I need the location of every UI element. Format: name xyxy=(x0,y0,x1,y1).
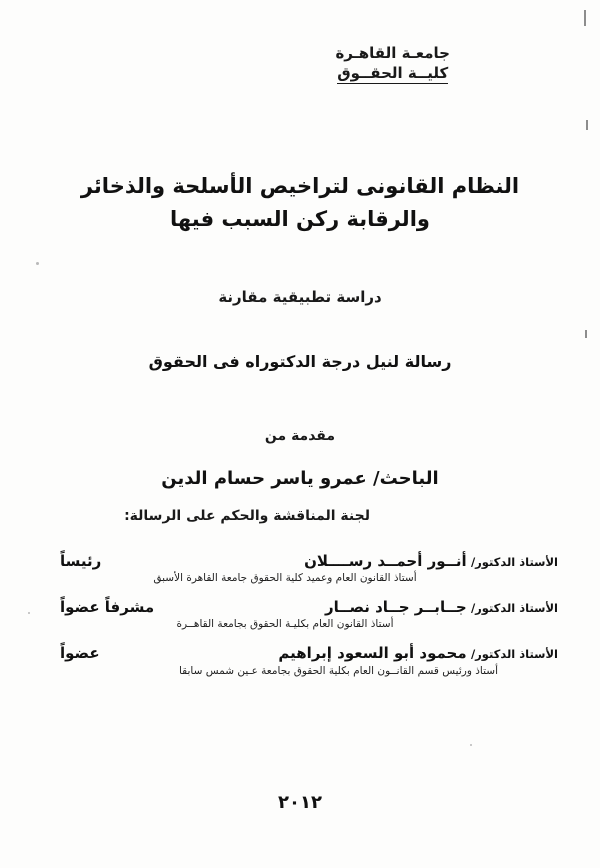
committee-heading: لجنة المناقشة والحكم على الرسالة: xyxy=(124,508,370,524)
committee-member xyxy=(42,644,558,680)
committee-member-role: رئيساً xyxy=(60,552,102,570)
committee-member-affiliation: أستاذ القانون العام وعميد كلية الحقوق جامعة القاهرة الأسبق xyxy=(153,572,417,584)
committee-member xyxy=(42,598,558,630)
university-name: جامعـة القاهـرة xyxy=(335,44,450,62)
scan-speck xyxy=(28,612,30,614)
committee-member-affiliation: أستاذ القانون العام بكليـة الحقوق بجامعة القاهــرة xyxy=(176,618,394,630)
committee-member-name: أنــور أحمــد رســــلان xyxy=(304,552,467,570)
scan-speck xyxy=(36,262,39,265)
committee-member-prefix: الأستاذ الدكتور/ xyxy=(470,601,558,615)
committee-member-prefix: الأستاذ الدكتور/ xyxy=(470,647,558,661)
scan-edge-mark xyxy=(584,10,586,26)
committee-member-name: محمود أبو السعود إبراهيم xyxy=(278,644,467,662)
presented-by-label: مقدمة من xyxy=(264,428,336,444)
thesis-title-line-1: النظام القانونى لتراخيص الأسلحة والذخائر xyxy=(80,174,520,198)
publication-year: ٢٠١٢ xyxy=(278,792,322,813)
thesis-title xyxy=(0,170,600,235)
degree-statement: رسالة لنيل درجة الدكتوراه فى الحقوق xyxy=(148,352,452,371)
committee-member-name: جــابــر جــاد نصــار xyxy=(324,598,467,616)
thesis-title-line-2: والرقابة ركن السبب فيها xyxy=(170,206,430,231)
thesis-subtitle: دراسة تطبيقية مقارنة xyxy=(218,288,382,306)
faculty-name: كليــة الحقــوق xyxy=(337,64,449,82)
researcher-name: الباحث/ عمرو ياسر حسام الدين xyxy=(161,468,439,489)
committee-member xyxy=(42,552,558,584)
committee-member-prefix: الأستاذ الدكتور/ xyxy=(470,555,558,569)
scan-speck xyxy=(470,744,472,746)
committee-member-role: عضواً xyxy=(60,644,100,662)
university-header xyxy=(335,44,450,84)
scan-edge-mark xyxy=(585,330,587,338)
committee-list xyxy=(42,552,558,694)
scan-edge-mark xyxy=(586,120,588,130)
committee-member-role: مشرفاً عضواً xyxy=(60,598,155,616)
committee-member-affiliation: أستاذ ورئيس قسم القانــون العام بكلية الحقوق بجامعة عـين شمس سابقا xyxy=(178,665,498,677)
